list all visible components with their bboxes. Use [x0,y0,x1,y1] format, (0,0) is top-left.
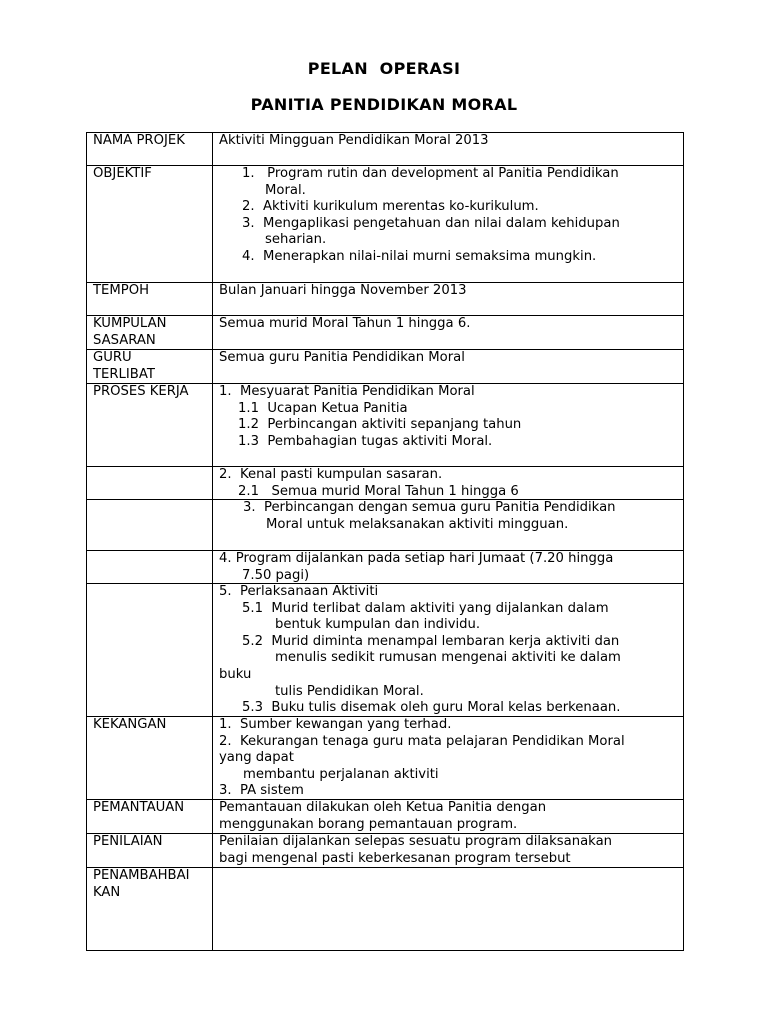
objektif-item: Moral. [265,182,306,198]
proses-substep: buku [219,667,252,682]
proses-step: 5. Perlaksanaan Aktiviti [219,584,379,599]
proses-substep: 5.3 Buku tulis disemak oleh guru Moral kelas berkenaan. [242,700,621,716]
label-kumpulan-sasaran: SASARAN [93,332,156,348]
table-rule [86,132,87,951]
value-penilaian: Penilaian dijalankan selepas sesuatu program dilaksanakan [219,834,613,849]
proses-substep: 2.1 Semua murid Moral Tahun 1 hingga 6 [238,483,519,499]
label-kumpulan-sasaran: KUMPULAN [93,316,167,331]
proses-step: 2. Kenal pasti kumpulan sasaran. [219,467,443,482]
kekangan-item: yang dapat [219,750,294,766]
document-title: PELAN OPERASI [307,59,461,78]
value-guru-terlibat: Semua guru Panitia Pendidikan Moral [219,350,465,365]
label-pemantauan: PEMANTAUAN [93,800,185,815]
kekangan-item: 3. PA sistem [219,783,304,798]
value-pemantauan: menggunakan borang pemantauan program. [219,816,518,832]
label-kekangan: KEKANGAN [93,717,167,732]
objektif-item: seharian. [265,232,327,248]
value-pemantauan: Pemantauan dilakukan oleh Ketua Panitia dengan [219,800,547,815]
value-kumpulan-sasaran: Semua murid Moral Tahun 1 hingga 6. [219,316,471,331]
proses-step: 7.50 pagi) [242,567,310,583]
table-rule [212,132,213,951]
label-penilaian: PENILAIAN [93,834,163,849]
proses-substep: tulis Pendidikan Moral. [275,683,424,699]
proses-substep: 1.3 Pembahagian tugas aktiviti Moral. [238,433,493,449]
proses-substep: 5.1 Murid terlibat dalam aktiviti yang dijalankan dalam [242,600,609,616]
proses-substep: 5.2 Murid diminta menampal lembaran kerja aktiviti dan [242,633,620,649]
proses-substep: bentuk kumpulan dan individu. [275,617,481,633]
proses-substep: 1.1 Ucapan Ketua Panitia [238,400,408,416]
kekangan-item: membantu perjalanan aktiviti [243,766,439,782]
objektif-item: 2. Aktiviti kurikulum merentas ko-kurikulum. [242,199,539,215]
objektif-item: 3. Mengaplikasi pengetahuan dan nilai dalam kehidupan [242,215,620,231]
proses-step: 4. Program dijalankan pada setiap hari Jumaat (7.20 hingga [219,551,614,566]
proses-step: Moral untuk melaksanakan aktiviti mingguan. [266,516,569,532]
value-penilaian: bagi mengenal pasti keberkesanan program tersebut [219,850,571,866]
proses-step: 1. Mesyuarat Panitia Pendidikan Moral [219,384,475,399]
label-penambahbaikan: PENAMBAHBAI [93,868,190,883]
proses-substep: 1.2 Perbincangan aktiviti sepanjang tahun [238,417,522,433]
label-objektif: OBJEKTIF [93,166,152,181]
table-rule [683,132,684,951]
operation-plan-table [86,132,684,951]
label-guru-terlibat: TERLIBAT [93,366,155,382]
table-rule [86,583,684,584]
kekangan-item: 2. Kekurangan tenaga guru mata pelajaran Pendidikan Moral [219,733,625,749]
table-rule [86,950,684,951]
document-subtitle: PANITIA PENDIDIKAN MORAL [250,95,518,114]
label-nama-projek: NAMA PROJEK [93,133,185,148]
objektif-item: 1. Program rutin dan development al Panitia Pendidikan [242,166,619,181]
proses-step: 3. Perbincangan dengan semua guru Panitia Pendidikan [243,500,616,515]
label-proses-kerja: PROSES KERJA [93,384,189,399]
label-tempoh: TEMPOH [93,283,150,298]
proses-substep: menulis sedikit rumusan mengenai aktiviti ke dalam [275,650,621,666]
objektif-item: 4. Menerapkan nilai-nilai murni semaksima mungkin. [242,249,597,264]
label-penambahbaikan: KAN [93,884,121,900]
value-nama-projek: Aktiviti Mingguan Pendidikan Moral 2013 [219,133,489,148]
value-tempoh: Bulan Januari hingga November 2013 [219,283,467,298]
kekangan-item: 1. Sumber kewangan yang terhad. [219,717,452,732]
label-guru-terlibat: GURU [93,350,132,365]
